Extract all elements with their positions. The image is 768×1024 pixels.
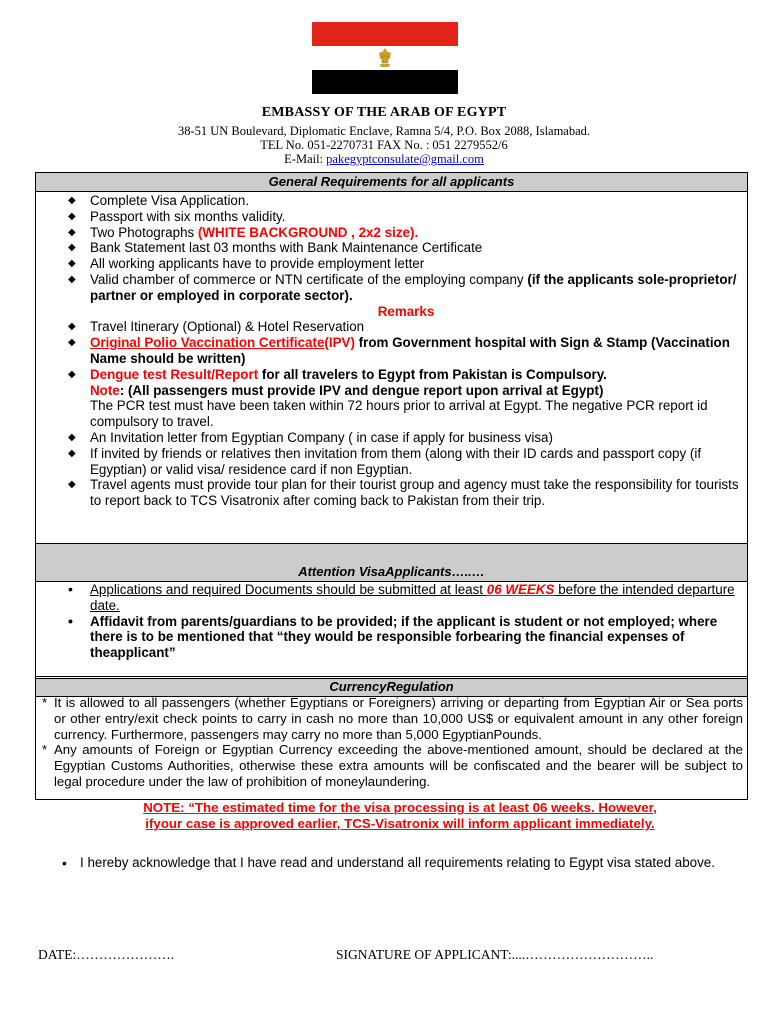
diamond-bullet-icon: ◆ <box>68 479 76 491</box>
item-highlight: Original Polio Vaccination Certificate <box>90 335 325 351</box>
egypt-flag <box>312 22 458 94</box>
embassy-title: EMBASSY OF THE ARAB OF EGYPT <box>261 105 507 120</box>
item-text: Applications and required Documents should be submitted at least <box>90 582 487 597</box>
item-text: Travel agents must provide tour plan for their tourist group and agency must take the responsibility for tourists to report back to TCS Visatronix after coming back to Pakistan from their trip. <box>90 477 739 509</box>
diamond-bullet-icon: ◆ <box>68 210 76 222</box>
para-text: Any amounts of Foreign or Egyptian Currency exceeding the above-mentioned amount, should be declared at the Egyptian Customs Authorities, otherwise these extra amounts will be confiscated and the bearer will be subject to legal procedure under the law of prohibition of moneylaundering. <box>54 742 743 789</box>
embassy-email-line <box>0 152 768 167</box>
item-bold-text: (if the applicants sole-proprietor/ partner or employed in corporate sector). <box>90 271 737 303</box>
attention-list <box>66 582 746 661</box>
item-text: An Invitation letter from Egyptian Company ( in case if apply for business visa) <box>90 429 553 445</box>
date-field: DATE:…………………. <box>38 947 175 962</box>
pcr-text <box>66 398 746 430</box>
item-text: If invited by friends or relatives then invitation from them (along with their ID cards and passport copy (if Egyptian) or valid visa/ residence card if non Egyptian. <box>90 445 702 477</box>
ack-text: I hereby acknowledge that I have read and understand all requirements relating to Egypt visa stated above. <box>80 855 715 870</box>
processing-note <box>70 800 730 832</box>
item-text: Two Photographs <box>90 224 198 240</box>
currency-para-1 <box>36 695 747 742</box>
bullet-icon: • <box>68 612 73 629</box>
list-item <box>66 335 746 367</box>
item-bold-text: from Government hospital with Sign & Stamp (Vaccination Name should be written) <box>90 335 730 366</box>
item-highlight: 06 WEEKS <box>486 582 555 597</box>
email-label: E-Mail: <box>284 152 327 166</box>
item-bold-text: Affidavit from parents/guardians to be provided; if the applicant is student or not employed; where there is to be mentioned that “they would be responsible forbearing the financial expenses of theapplicant” <box>90 613 718 661</box>
item-text: Complete Visa Application. <box>90 193 250 208</box>
eagle-emblem-icon <box>375 47 395 69</box>
list-item <box>66 477 746 509</box>
diamond-bullet-icon: ◆ <box>68 447 76 459</box>
bullet-icon: • <box>62 855 67 871</box>
signature-field: SIGNATURE OF APPLICANT:....……………………….. <box>336 947 654 962</box>
list-item <box>66 209 746 225</box>
diamond-bullet-icon: ◆ <box>68 368 76 380</box>
acknowledgement <box>60 855 740 871</box>
diamond-bullet-icon: ◆ <box>68 226 76 238</box>
item-text: Valid chamber of commerce or NTN certificate of the employing company <box>90 271 528 287</box>
diamond-bullet-icon: ◆ <box>68 242 76 254</box>
item-text: Travel Itinerary (Optional) & Hotel Reservation <box>90 319 365 335</box>
list-item <box>66 240 746 256</box>
note-text: : (All passengers must provide IPV and dengue report upon arrival at Egypt) <box>119 382 604 398</box>
note-line-2: ifyour case is approved earlier, TCS-Visatronix will inform applicant immediately. <box>145 816 655 831</box>
item-text: The PCR test must have been taken within 72 hours prior to arrival at Egypt. The negative PCR report id compulsory to travel. <box>90 398 708 430</box>
list-item <box>66 272 746 304</box>
asterisk-icon: * <box>42 695 48 710</box>
bullet-icon: • <box>68 581 73 597</box>
diamond-bullet-icon: ◆ <box>68 195 76 206</box>
diamond-bullet-icon: ◆ <box>68 337 76 349</box>
item-text: All working applicants have to provide employment letter <box>90 256 425 272</box>
email-link[interactable]: pakegyptconsulate@gmail.com <box>326 152 484 166</box>
attention-heading: Attention VisaApplicants…..… <box>298 564 485 579</box>
item-text: Passport with six months validity. <box>90 208 286 224</box>
flag-white-stripe <box>312 46 458 70</box>
list-item <box>66 614 746 661</box>
list-item <box>66 367 746 383</box>
asterisk-icon: * <box>42 742 48 758</box>
diamond-bullet-icon: ◆ <box>68 258 76 270</box>
item-text: before the intended departure date. <box>90 582 735 613</box>
item-bold-text: for all travelers to Egypt from Pakistan is Compulsory. <box>258 366 607 382</box>
list-item <box>66 582 746 614</box>
attention-heading-band <box>36 543 747 582</box>
list-item <box>66 256 746 272</box>
embassy-address: 38-51 UN Boulevard, Diplomatic Enclave, Ramna 5/4, P.O. Box 2088, Islamabad. <box>177 124 591 138</box>
item-text: Bank Statement last 03 months with Bank Maintenance Certificate <box>90 240 483 256</box>
item-highlight: (IPV) <box>324 335 355 351</box>
currency-box <box>35 677 748 800</box>
list-item <box>66 193 746 209</box>
note-line-1: NOTE: “The estimated time for the visa processing is at least 06 weeks. However, <box>143 800 657 815</box>
list-item <box>66 430 746 446</box>
list-item <box>66 446 746 478</box>
remarks-label: Remarks <box>377 303 435 319</box>
flag-black-stripe <box>312 70 458 94</box>
item-highlight: (WHITE BACKGROUND , 2x2 size). <box>197 224 419 240</box>
requirements-list <box>66 193 746 509</box>
list-item <box>60 855 740 871</box>
flag-red-stripe <box>312 22 458 46</box>
list-item <box>66 319 746 335</box>
diamond-bullet-icon: ◆ <box>68 273 76 285</box>
currency-heading: CurrencyRegulation <box>36 678 747 697</box>
diamond-bullet-icon: ◆ <box>68 431 76 443</box>
requirements-box <box>35 172 748 694</box>
currency-para-2 <box>36 742 747 789</box>
item-highlight: Dengue test Result/Report <box>90 366 259 382</box>
embassy-phone: TEL No. 051-2270731 FAX No. : 051 2279552/6 <box>260 138 508 152</box>
general-requirements-heading: General Requirements for all applicants <box>36 173 747 192</box>
diamond-bullet-icon: ◆ <box>68 321 76 333</box>
para-text: It is allowed to all passengers (whether Egyptians or Foreigners) arriving or departing from Egyptian Air or Sea ports or other entry/exit check points to carry in cash no more than 10,000 US$ or equivalent amount in any other foreign currency. Furthermore, passengers may carry no more than 5,000 EgyptianPounds. <box>54 695 743 742</box>
note-label: Note <box>90 382 120 398</box>
list-item <box>66 225 746 241</box>
note-line <box>66 383 746 399</box>
